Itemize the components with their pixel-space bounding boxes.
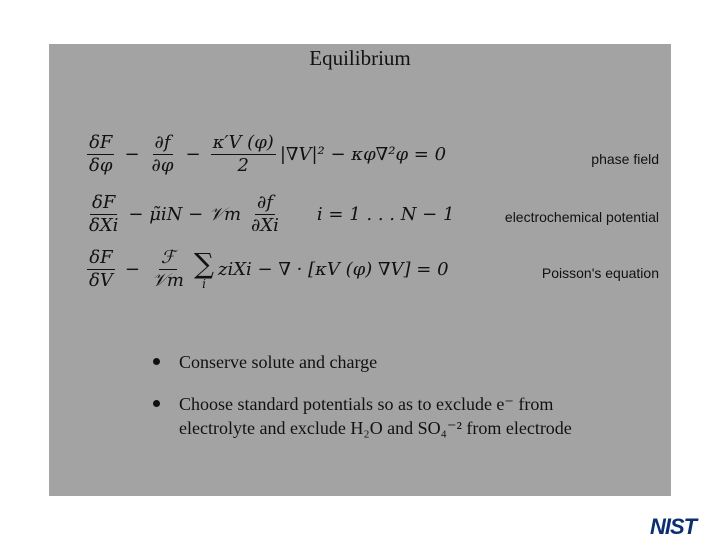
equation-electrochemical (83, 192, 454, 237)
summation (194, 246, 214, 291)
equation-label-poisson: Poisson's equation (541, 265, 659, 281)
fraction-numerator: ∂f (154, 132, 171, 153)
fraction (87, 132, 114, 177)
equation-label-electrochemical: electrochemical potential (504, 209, 659, 225)
fraction-numerator: ∂f (256, 192, 273, 213)
fraction-denominator: 𝒱m (151, 270, 184, 291)
equation-label-phase-field: phase field (591, 151, 659, 167)
fraction (87, 192, 120, 237)
slide-title: Equilibrium (309, 46, 411, 70)
fraction-denominator: ∂φ (151, 155, 174, 176)
equation-condition: i = 1 . . . N − 1 (316, 204, 455, 225)
summation-index: i (202, 276, 206, 291)
fraction-numerator: δF (89, 247, 113, 268)
fraction-denominator: δφ (89, 155, 113, 176)
fraction (211, 132, 276, 177)
fraction (249, 192, 281, 237)
fraction-denominator: δXi (89, 215, 119, 236)
equation-tail: |∇V|² − κφ∇²φ = 0 (279, 144, 447, 165)
slide (49, 44, 671, 496)
equation-phase-field (83, 132, 446, 177)
bullet-text: Conserve solute and charge (179, 352, 378, 372)
fraction-numerator: δF (92, 192, 116, 213)
summation-sign: ∑ (194, 246, 214, 280)
minus-operator: − (124, 259, 140, 280)
fraction-denominator: δV (89, 270, 113, 291)
fraction (150, 132, 176, 177)
fraction-denominator: 2 (237, 155, 249, 176)
fraction-numerator: δF (89, 132, 113, 153)
fraction-numerator: κ′V (φ) (212, 132, 274, 153)
bullet-dot-icon (153, 400, 160, 407)
bullet-item (153, 392, 593, 440)
fraction-denominator: ∂Xi (251, 215, 279, 236)
bullet-dot-icon (153, 358, 160, 365)
minus-operator: − (185, 144, 201, 165)
bullet-text: Choose standard potentials so as to exclude e⁻ from electrolyte and exclude H₂O and SO₄⁻² from electrode (179, 394, 572, 438)
equation-tail: ziXi − ∇ · [κV (φ) ∇V] = 0 (218, 259, 449, 280)
nist-logo: NIST (650, 514, 697, 539)
equation-poisson (83, 247, 449, 292)
bullet-list (153, 350, 593, 458)
bullet-item (153, 350, 593, 374)
minus-operator: − (124, 144, 140, 165)
equation-middle: − μ̃iN − 𝒱m (128, 204, 242, 225)
fraction-numerator: ℱ (160, 247, 176, 268)
fraction (87, 247, 115, 292)
fraction (150, 247, 186, 292)
